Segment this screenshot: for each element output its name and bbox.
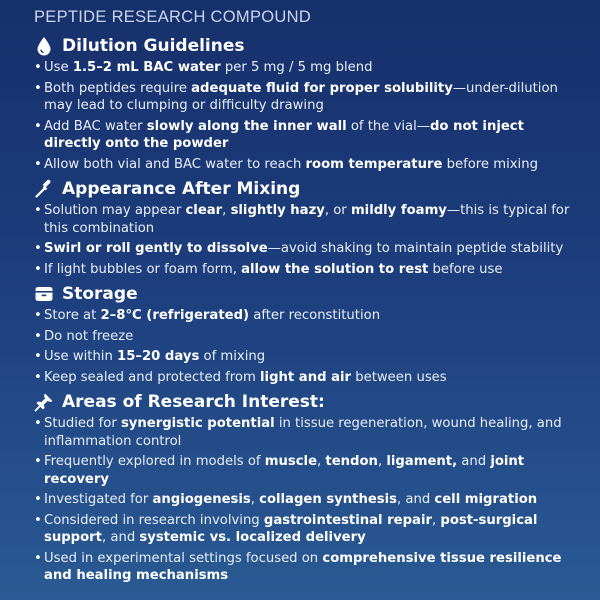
list-item: [34, 415, 578, 450]
emphasis-text: 2–8°C (refrigerated): [100, 308, 250, 323]
list-item: [34, 59, 578, 77]
body-text: Solution may appear: [44, 203, 186, 218]
section-title: Appearance After Mixing: [62, 178, 301, 199]
body-text: Keep sealed and protected from: [44, 369, 261, 385]
pipette-icon: [34, 179, 54, 199]
section-appearance-after-mixing: [34, 176, 578, 278]
body-text: Used in experimental settings focused on: [44, 550, 323, 566]
body-text: Studied for: [44, 416, 121, 431]
body-text: between uses: [351, 369, 447, 385]
storage-box-icon: [34, 284, 54, 304]
section-title: Storage: [62, 283, 138, 304]
emphasis-text: room temperature: [305, 156, 443, 172]
body-text: —avoid shaking to maintain peptide stability: [267, 241, 564, 256]
emphasis-text: muscle: [264, 454, 318, 469]
body-text: Investigated for: [44, 492, 153, 507]
body-text: ,: [317, 454, 326, 469]
emphasis-text: tendon: [325, 454, 378, 469]
body-text: Add BAC water: [44, 118, 147, 134]
body-text: in tissue regeneration, wound healing, and inflammation control: [44, 416, 562, 449]
section-storage: [34, 281, 578, 386]
emphasis-text: post-surgical support: [44, 512, 538, 545]
bullet-list: [34, 307, 578, 386]
body-text: ,: [431, 512, 441, 528]
emphasis-text: 1.5–2 mL BAC water: [72, 60, 221, 75]
body-text: and: [457, 454, 491, 469]
body-text: Frequently explored in models of: [44, 454, 265, 469]
section-header: [34, 33, 578, 58]
body-text: , or: [324, 203, 351, 218]
emphasis-text: clear: [185, 203, 223, 218]
body-text: Use: [44, 60, 73, 75]
body-text: Store at: [44, 308, 101, 323]
body-text: before mixing: [442, 156, 538, 172]
section-header: [34, 281, 578, 306]
body-text: —under-dilution may lead to clumping or difficulty drawing: [44, 80, 558, 113]
body-text: Use within: [44, 349, 118, 364]
emphasis-text: joint recovery: [44, 454, 525, 487]
list-item: [34, 550, 578, 585]
emphasis-text: light and air: [260, 369, 352, 385]
emphasis-text: comprehensive tissue resilience and healing mechanisms: [44, 550, 562, 583]
body-text: per 5 mg / 5 mg blend: [220, 60, 373, 75]
droplet-icon: [34, 36, 54, 56]
section-title: Dilution Guidelines: [62, 35, 245, 56]
body-text: before use: [428, 261, 503, 277]
section-header: [34, 176, 578, 201]
section-header: [34, 389, 578, 414]
list-item: [34, 369, 578, 387]
section-areas-of-research-interest: [34, 389, 578, 585]
list-item: [34, 348, 578, 366]
list-item: [34, 491, 578, 509]
emphasis-text: adequate fluid for proper solubility: [191, 80, 453, 96]
body-text: ,: [250, 492, 260, 507]
list-item: [34, 261, 578, 279]
emphasis-text: systemic vs. localized delivery: [139, 530, 366, 545]
body-text: Both peptides require: [44, 80, 192, 96]
body-text: of the vial—: [346, 118, 430, 134]
list-item: [34, 118, 578, 153]
list-item: [34, 512, 578, 547]
list-item: [34, 240, 578, 258]
list-item: [34, 80, 578, 115]
emphasis-text: gastrointestinal repair: [263, 512, 432, 528]
body-text: , and: [102, 530, 140, 545]
emphasis-text: Swirl or roll gently to dissolve: [44, 241, 268, 256]
emphasis-text: collagen synthesis: [259, 492, 398, 507]
bullet-list: [34, 415, 578, 585]
body-text: after reconstitution: [249, 308, 381, 323]
bullet-list: [34, 202, 578, 278]
list-item: [34, 328, 578, 346]
section-dilution-guidelines: [34, 33, 578, 173]
list-item: [34, 453, 578, 488]
body-text: —this is typical for this combination: [44, 203, 570, 236]
list-item: [34, 156, 578, 174]
bullet-list: [34, 59, 578, 173]
page-title: PEPTIDE RESEARCH COMPOUND: [34, 8, 312, 26]
emphasis-text: 15–20 days: [117, 349, 200, 364]
list-item: [34, 307, 578, 325]
body-text: ,: [222, 203, 231, 218]
section-title: Areas of Research Interest:: [62, 391, 325, 412]
body-text: Considered in research involving: [44, 512, 264, 528]
emphasis-text: angiogenesis: [152, 492, 251, 507]
body-text: If light bubbles or foam form,: [44, 261, 242, 277]
pushpin-icon: [34, 392, 54, 412]
body-text: Do not freeze: [44, 328, 134, 344]
emphasis-text: slightly hazy: [230, 203, 325, 218]
body-text: Allow both vial and BAC water to reach: [44, 156, 306, 172]
list-item: [34, 202, 578, 237]
emphasis-text: mildly foamy: [350, 203, 447, 218]
body-text: of mixing: [199, 349, 266, 364]
emphasis-text: allow the solution to rest: [241, 261, 429, 277]
emphasis-text: do not inject directly onto the powder: [44, 118, 524, 151]
emphasis-text: ligament,: [386, 454, 458, 469]
body-text: , and: [397, 492, 435, 507]
body-text: ,: [377, 454, 387, 469]
emphasis-text: cell migration: [434, 492, 538, 507]
emphasis-text: synergistic potential: [120, 416, 275, 431]
emphasis-text: slowly along the inner wall: [146, 118, 347, 134]
